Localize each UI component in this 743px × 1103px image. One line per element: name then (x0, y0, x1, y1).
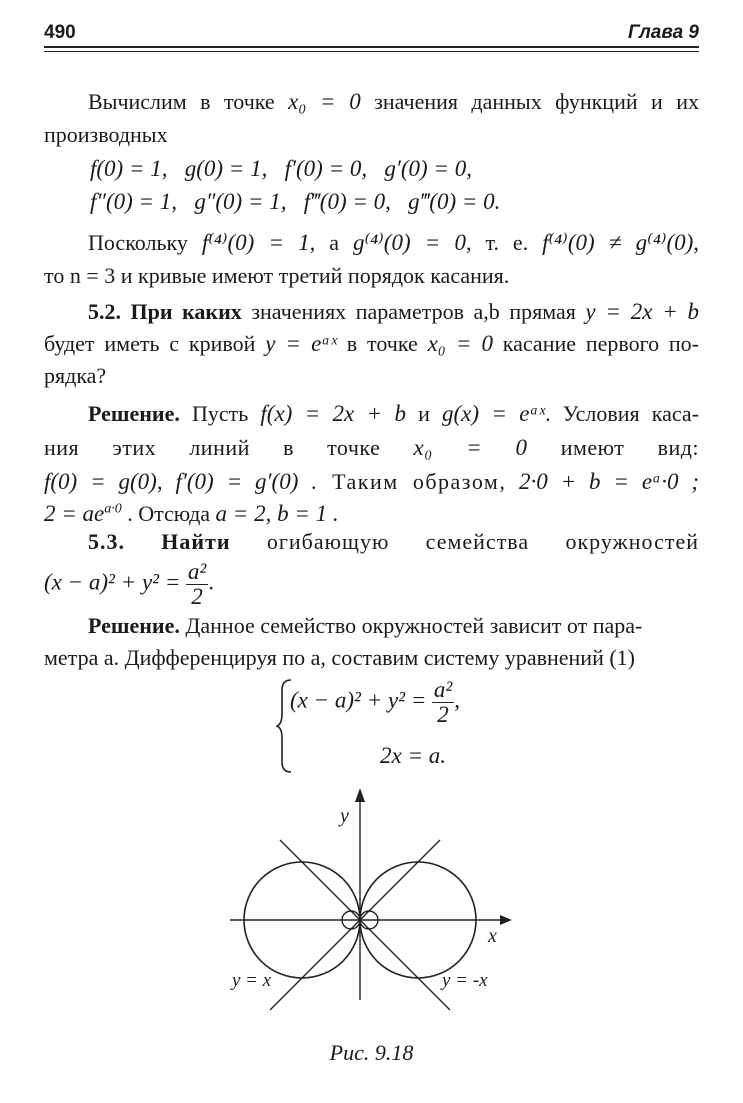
values-row2 (90, 188, 500, 216)
word: ния (44, 435, 80, 460)
system-eq1 (290, 678, 460, 727)
p2-eq3: f⁽⁴⁾(0) ≠ g⁽⁴⁾(0), (542, 230, 700, 255)
problem-5-2-number: 5.2. При каких (88, 299, 242, 324)
left-line-label: y = x (232, 970, 272, 991)
solution-5-2-thus: . Таким образом, (311, 469, 507, 494)
word: этих (112, 435, 157, 460)
fraction-denominator: 2 (191, 584, 203, 609)
p2-eq1: f⁽⁴⁾(0) = 1 (201, 230, 310, 255)
system-eq1-left: (x − a)² + y² = (290, 687, 427, 713)
y-axis-arrow (355, 788, 365, 802)
value-g3: g‴(0) = 0. (408, 189, 501, 214)
word: в (283, 435, 294, 460)
solution-5-2-answer: a = 2, b = 1 . (215, 501, 339, 526)
problem-5-3-number: 5.3. Найти (88, 529, 231, 554)
p1-text-a: Вычислим в точке (88, 89, 275, 114)
fraction-denominator: 2 (437, 702, 449, 727)
word: линий (189, 435, 250, 460)
solution-5-2-eq4-sup: a·0 (104, 501, 122, 517)
problem-5-3-fraction (186, 560, 208, 609)
problem-5-2-line2c: касание первого по- (502, 331, 700, 356)
problem-5-2-eq2: y = eᵃˣ (265, 331, 337, 356)
values-row1 (90, 155, 472, 183)
solution-5-3-line1 (88, 612, 642, 640)
right-line-label: y = -x (442, 970, 488, 991)
figure-9-18 (220, 780, 520, 1020)
page-number: 490 (44, 22, 76, 43)
x-axis-arrow (500, 915, 512, 925)
fraction-numerator: a² (433, 677, 453, 702)
problem-5-3-line1 (44, 528, 699, 556)
value-f0: f(0) = 1, (90, 156, 168, 181)
value-g1: g′(0) = 0, (384, 156, 472, 181)
problem-5-2-eq3: x₀ = 0 (427, 331, 493, 356)
word: вид: (657, 435, 700, 460)
p2-and: , а (309, 230, 340, 255)
header-rule-thick (44, 46, 699, 48)
problem-5-2-line2b: в точке (346, 331, 418, 356)
solution-5-2-hence: . Отсюда (127, 501, 211, 526)
word-math: x₀ = 0 (413, 435, 528, 460)
p2-line1 (44, 229, 699, 257)
problem-5-2-line3: рядка? (44, 363, 107, 388)
solution-5-2-eq4: 2 = ae (44, 501, 105, 526)
solution-5-2-eq2: g(x) = eᵃˣ (441, 401, 546, 426)
problem-5-2-eq: y = 2x + b (585, 299, 700, 324)
p2-since: Поскольку (88, 230, 188, 255)
solution-5-2-eq1: f(x) = 2x + b (260, 401, 406, 426)
system-eq1-fraction (432, 678, 454, 727)
value-g0: g(0) = 1, (184, 156, 268, 181)
problem-5-3-eq-left: (x − a)² + y² = (44, 569, 181, 595)
x-axis-label: x (488, 925, 497, 947)
p1-text-b: значения данных функций и их (374, 89, 700, 114)
line-y-equals-x (280, 840, 450, 1010)
system-eq1-end: , (454, 687, 460, 713)
value-f1: f′(0) = 0, (284, 156, 368, 181)
solution-5-2-line3 (44, 468, 699, 496)
problem-5-3-eq (44, 560, 214, 609)
problem-5-2-line2 (44, 330, 699, 358)
solution-5-2-line4 (44, 500, 339, 528)
p1-line2: производных (44, 122, 168, 147)
solution-5-3-line2: метра a. Дифференцируя по a, составим систему уравнений (1) (44, 645, 636, 670)
solution-5-2-cond: f(0) = g(0), f′(0) = g′(0) (44, 469, 299, 494)
fraction-numerator: a² (187, 559, 207, 584)
solution-5-2-and: и (418, 401, 430, 426)
solution-5-3-text1: Данное семейство окружностей зависит от пара- (185, 613, 643, 638)
solution-5-2-line2 (44, 434, 699, 462)
page-header (44, 14, 699, 44)
solution-5-3-label: Решение. (88, 613, 180, 638)
header-rule-thin (44, 51, 699, 52)
p2-ie: , т. е. (466, 230, 529, 255)
system-eq2: 2x = a. (380, 743, 446, 768)
value-f3: f‴(0) = 0, (303, 189, 391, 214)
solution-5-2-line1 (44, 400, 699, 428)
figure-caption: Рис. 9.18 (329, 1040, 414, 1065)
word: имеют (560, 435, 625, 460)
word: точке (327, 435, 381, 460)
value-g2: g″(0) = 1, (194, 189, 287, 214)
y-axis-label: y (340, 805, 349, 827)
p2-line2: то n = 3 и кривые имеют третий порядок касания. (44, 263, 510, 288)
solution-5-2-eq3: 2·0 + b = eᵃ·0 ; (518, 469, 699, 494)
solution-5-2-t1: Пусть (191, 401, 249, 426)
problem-5-2-line1 (44, 298, 699, 326)
p2-eq2: g⁽⁴⁾(0) = 0 (352, 230, 467, 255)
p1-math: x₀ = 0 (288, 89, 361, 114)
problem-5-2-text: значениях параметров a,b прямая (251, 299, 576, 324)
problem-5-2-line2a: будет иметь с кривой (44, 331, 256, 356)
problem-5-3-text: огибающую семейства окружностей (266, 529, 699, 554)
p1-line1 (44, 88, 699, 116)
chapter-title: Глава 9 (628, 22, 699, 43)
line-y-equals-minus-x (270, 840, 440, 1010)
solution-5-2-label: Решение. (88, 401, 180, 426)
value-f2: f″(0) = 1, (90, 189, 178, 214)
solution-5-2-t2: . Условия каса- (545, 401, 700, 426)
problem-5-3-eq-end: . (208, 569, 214, 595)
